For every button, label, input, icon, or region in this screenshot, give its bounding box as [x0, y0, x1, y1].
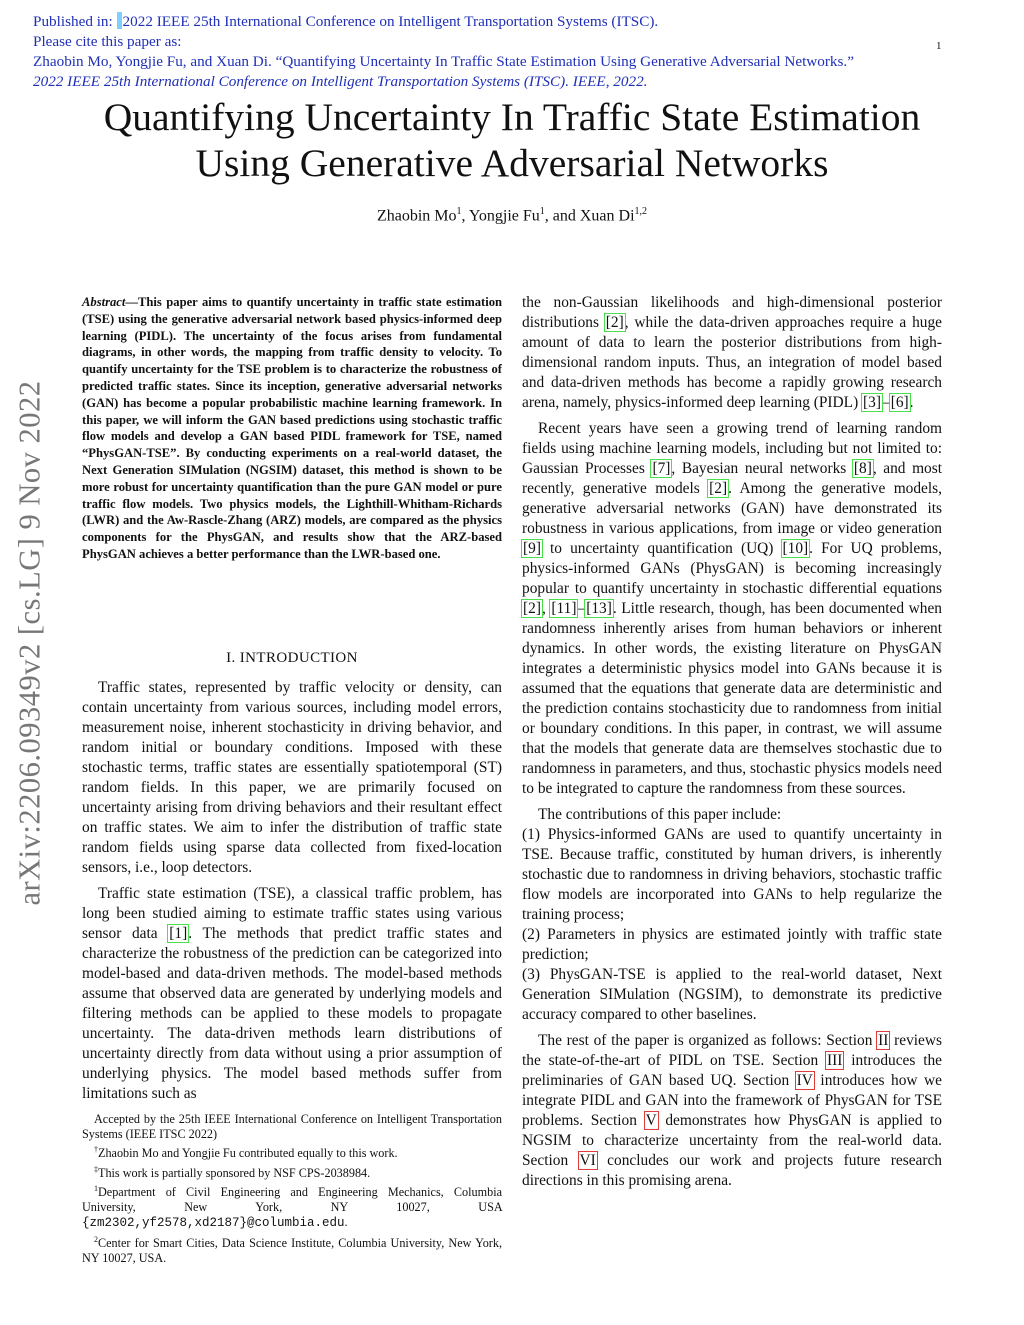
title-line-2: Using Generative Adversarial Networks	[195, 141, 829, 185]
r-p4-f: concludes our work and projects future research directions in this promising arena.	[522, 1152, 943, 1189]
page-number: 1	[936, 40, 942, 52]
right-paragraph-organization	[522, 1031, 942, 1191]
footnotes	[82, 1112, 502, 1266]
r-p2-g: ,	[541, 600, 551, 617]
author-2-affil: 1	[539, 206, 545, 217]
intro-paragraph-2	[82, 884, 502, 1104]
right-paragraph-1	[522, 293, 942, 413]
r-p4-e: demonstrates how PhysGAN is applied to NGSIM to characterize uncertainty from the real-world data. Section	[522, 1112, 942, 1169]
author-3-affil: 1,2	[634, 206, 648, 217]
footnote-accepted: Accepted by the 25th IEEE International Conference on Intelligent Transportation Systems (IEEE ITSC 2022)	[82, 1112, 502, 1142]
r-p1-dash: –	[882, 394, 890, 411]
emails-period: .	[344, 1215, 348, 1230]
footnote-affiliation-2	[82, 1232, 502, 1266]
affil-1-mark: 1	[94, 1183, 98, 1193]
citation-link-2[interactable]: [2]	[605, 314, 624, 331]
citation-link-2b[interactable]: [2]	[709, 480, 728, 497]
r-p1-a: the non-Gaussian likelihoods and high-dimensional posterior distributions	[522, 294, 942, 331]
intro-p2-text-a: Traffic state estimation (TSE), a classical traffic problem, has long been studied aiming to estimate traffic states using various sensor data	[82, 885, 502, 942]
citation-link-2c[interactable]: [2]	[523, 600, 541, 617]
section-link-3[interactable]: III	[827, 1052, 843, 1069]
abstract-text: —This paper aims to quantify uncertainty in traffic state estimation (TSE) using the generative adversarial network based physics-informed deep learning (PIDL). The uncertainty of the focus arises from fundamental diagrams, in other words, the mapping from traffic density to velocity. To quantify uncertainty for the TSE problem is to characterize the robustness of predicted traffic states. Since its inception, generative adversarial networks (GAN) has become a popular probabilistic machine learning framework. In this paper, we will inform the GAN based predictions using stochastic traffic flow models and develop a GAN based PIDL framework for TSE, named “PhysGAN-TSE”. By conducting experiments on a real-world dataset, the Next Generation SIMulation (NGSIM) dataset, this method is shown to be more robust for uncertainty quantification than the pure GAN model or pure traffic flow models. Two physics models, the Lighthill-Whitham-Richards (LWR) and the Aw-Rascle-Zhang (ARZ) models, are compared as the physics components for the PhysGAN, and results show that the ARZ-based PhysGAN achieves a better performance than the LWR-based one.	[82, 295, 502, 561]
citation-link-1[interactable]: [1]	[169, 925, 188, 942]
section-link-4[interactable]: IV	[796, 1072, 813, 1089]
r-p4-a: The rest of the paper is organized as follows: Section	[538, 1032, 878, 1049]
affil-2-mark: 2	[94, 1234, 98, 1244]
footnote-funding-text: This work is partially sponsored by NSF CPS-2038984.	[98, 1165, 371, 1180]
citation-link-8[interactable]: [8]	[853, 460, 872, 477]
published-venue-link[interactable]: 2022 IEEE 25th International Conference on Intelligent Transportation Systems (ITSC).	[122, 13, 659, 30]
author-emails[interactable]: {zm2302,yf2578,xd2187}@columbia.edu	[82, 1216, 345, 1231]
cite-label: Please cite this paper as:	[33, 33, 182, 50]
text-cursor	[117, 12, 122, 29]
r-p2-e: to uncertainty quantification (UQ)	[541, 540, 782, 557]
published-prefix: Published in:	[33, 13, 117, 30]
title-line-1: Quantifying Uncertainty In Traffic State Estimation	[103, 95, 921, 139]
paper-title	[40, 94, 984, 186]
r-p2-h: . Little research, though, has been documented when randomness inherently arises from human behaviors or inherent dynamics. In other words, the existing literature on PhysGAN integrates a deterministic physics model into GANs because it is assumed that the equations that generate data are deterministic and the prediction contains stochasticity due to randomness from initial or boundary conditions. In this paper, in contrast, we will assume that the models that generate data are themselves stochastic due to randomness in parameters, and thus, stochastic physics models need to be integrated to capture the randomness from these sources.	[522, 600, 942, 797]
right-column	[522, 293, 942, 1197]
double-dagger-mark: ‡	[94, 1164, 98, 1174]
introduction-left-column	[82, 678, 502, 1110]
r-p1-b: , while the data-driven approaches require a huge amount of data to learn the posterior distributions from high-dimensional random inputs. Thus, an integration of model based and data-driven methods has become a rapidly growing research arena, namely, physics-informed deep learning (PIDL)	[522, 314, 943, 411]
dagger-mark: †	[94, 1145, 98, 1155]
contributions-intro: The contributions of this paper include:	[538, 806, 782, 823]
r-p2-d: . Among the generative models, generative adversarial networks (GAN) have demonstrated its robustness in various applications, from image or video generation	[522, 480, 942, 537]
citation-link-10[interactable]: [10]	[782, 540, 809, 557]
abstract	[82, 294, 502, 563]
cite-venue-link[interactable]: 2022 IEEE 25th International Conference on Intelligent Transportation Systems (ITSC). IEEE, 2022.	[33, 73, 648, 90]
r-p2-dash: –	[577, 600, 586, 617]
r-p2-c: , and most recently, generative models	[522, 460, 942, 497]
author-3: , and Xuan Di	[544, 207, 635, 225]
r-p2-b: , Bayesian neural networks	[671, 460, 853, 477]
contribution-3: (3) PhysGAN-TSE is applied to the real-world dataset, Next Generation SIMulation (NGSIM), to demonstrate its predictive accuracy compared to other baselines.	[522, 966, 942, 1023]
author-list	[0, 206, 1024, 225]
citation-link-3[interactable]: [3]	[863, 394, 881, 411]
footnote-funding	[82, 1162, 502, 1181]
section-link-5[interactable]: V	[645, 1112, 657, 1129]
section-link-2[interactable]: II	[878, 1032, 889, 1049]
citation-banner	[33, 12, 993, 92]
footnote-equal-contribution	[82, 1142, 502, 1161]
intro-p2-text-b: . The methods that predict traffic states and characterize the robustness of the prediction can be categorized into model-based and data-driven methods. The model-based methods assume that observed data are generated by underlying models and filtering methods can be applied to these models to propagate uncertainty. The data-driven methods learn distributions of uncertainty directly from data without using a prior assumption of underlying physics. The model based methods suffer from limitations such as	[82, 925, 503, 1102]
citation-link-9[interactable]: [9]	[523, 540, 541, 557]
published-line	[33, 12, 993, 32]
arxiv-id[interactable]: arXiv:2206.09349v2 [cs.LG] 9 Nov 2022	[12, 379, 47, 906]
r-p2-f: . For UQ problems, physics-informed GANs (PhysGAN) is becoming increasingly popular to quantify uncertainty in stochastic differential equations	[522, 540, 942, 597]
arxiv-stamp	[4, 355, 56, 930]
citation-link-13[interactable]: [13]	[586, 600, 612, 617]
intro-paragraph-1: Traffic states, represented by traffic velocity or density, can contain uncertainty from various sources, including model errors, measurement noise, inherent stochasticity in driving behavior, and random initial or boundary conditions. Imposed with these stochastic terms, traffic states are essentially spatiotemporal (ST) random fields. In this paper, we are primarily focused on uncertainty arising from driving behaviors and their resultant effect on traffic states. We aim to infer the distribution of traffic state random fields using sparse data collected from fixed-location sensors, i.e., loop detectors.	[82, 679, 502, 876]
citation-link-7[interactable]: [7]	[652, 460, 671, 477]
affil-2-text: Center for Smart Cities, Data Science Institute, Columbia University, New York, NY 10027, USA.	[82, 1235, 502, 1265]
affil-1-text: Department of Civil Engineering and Engineering Mechanics, Columbia University, New York, NY 10027, USA	[82, 1185, 502, 1215]
citation-link-6[interactable]: [6]	[890, 394, 909, 411]
author-2: , Yongjie Fu	[461, 207, 540, 225]
footnote-affiliation-1	[82, 1181, 502, 1232]
cite-authors-link[interactable]: Zhaobin Mo, Yongjie Fu, and Xuan Di. “Quantifying Uncertainty In Traffic State Estimation Using Generative Adversarial Networks.”	[33, 53, 854, 70]
contribution-1: (1) Physics-informed GANs are used to quantify uncertainty in TSE. Because traffic, constituted by human drivers, is inherently stochastic due to randomness in driving behaviors, stochastic traffic flow models are incorporated into GANs to help regularize the training process;	[522, 826, 942, 923]
footnote-equal-text: Zhaobin Mo and Yongjie Fu contributed equally to this work.	[98, 1146, 398, 1161]
author-1-affil: 1	[456, 206, 462, 217]
abstract-label: Abstract	[82, 295, 126, 309]
r-p2-a: Recent years have seen a growing trend of learning random fields using machine learning models, including but not limited to: Gaussian Processes	[522, 420, 942, 477]
section-link-6[interactable]: VI	[579, 1152, 596, 1169]
r-p4-b: reviews the state-of-the-art of PIDL on TSE. Section	[522, 1032, 942, 1069]
citation-link-11[interactable]: [11]	[551, 600, 577, 617]
author-1: Zhaobin Mo	[376, 207, 457, 225]
right-paragraph-2	[522, 419, 942, 799]
r-p4-d: introduces how we integrate PIDL and GAN into the framework of PhysGAN for TSE problems. Section	[522, 1072, 942, 1129]
contribution-2: (2) Parameters in physics are estimated jointly with traffic state prediction;	[522, 926, 942, 963]
section-heading-introduction: I. INTRODUCTION	[226, 650, 358, 666]
r-p4-c: introduces the preliminaries of GAN based UQ. Section	[522, 1052, 943, 1089]
r-p1-c: .	[909, 394, 914, 411]
